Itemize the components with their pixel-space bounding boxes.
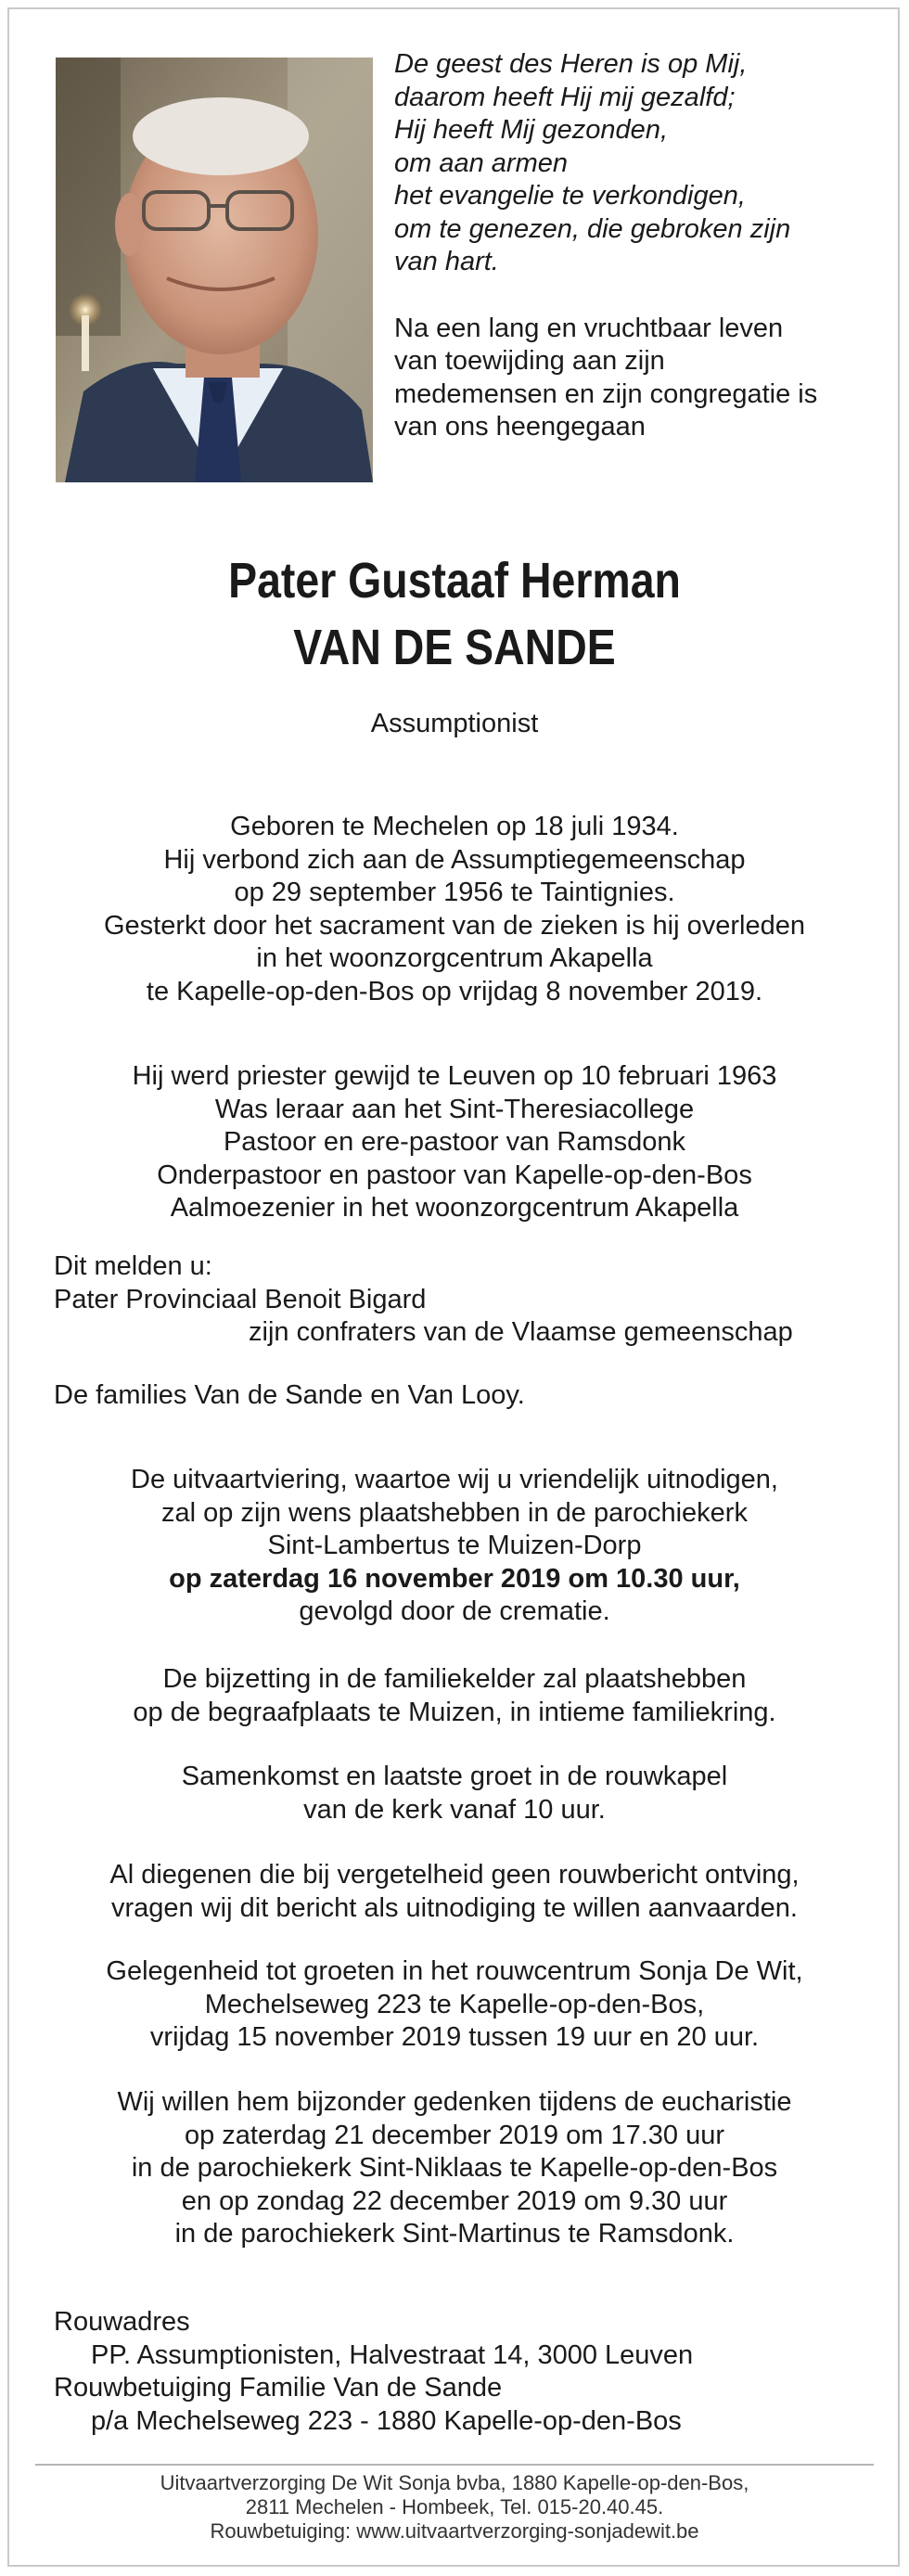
verse-line: De geest des Heren is op Mij, — [394, 49, 748, 79]
remembrance-line: Wij willen hem bijzonder gedenken tijdens de eucharistie — [117, 2087, 792, 2117]
intro-line: medemensen en zijn congregatie is — [394, 378, 818, 409]
invitation-note-block — [0, 1859, 909, 1925]
funeral-line: zal op zijn wens plaatshebben in de parochiekerk — [161, 1497, 748, 1528]
verse-line: om te genezen, die gebroken zijn — [394, 213, 791, 244]
remembrance-line: in de parochiekerk Sint-Martinus te Ramsdonk. — [174, 2219, 735, 2249]
condolence-address: p/a Mechelseweg 223 - 1880 Kapelle-op-den-Bos — [91, 2405, 682, 2436]
verse-quote — [394, 48, 877, 279]
remembrance-line: op zaterdag 21 december 2019 om 17.30 uur — [184, 2120, 724, 2150]
bio-line: Hij verbond zich aan de Assumptiegemeenschap — [163, 844, 746, 875]
remembrance-block — [0, 2086, 909, 2251]
religious-order: Assumptionist — [370, 709, 539, 738]
funeral-date: op zaterdag 16 november 2019 om 10.30 uur, — [169, 1563, 740, 1594]
career-line: Onderpastoor en pastoor van Kapelle-op-den-Bos — [157, 1160, 752, 1190]
passing-intro — [394, 313, 877, 444]
funeral-line: Sint-Lambertus te Muizen-Dorp — [267, 1531, 642, 1560]
condolence-label: Rouwbetuiging Familie Van de Sande — [54, 2373, 503, 2403]
biography-block — [0, 811, 909, 1008]
mourning-address-label: Rouwadres — [54, 2307, 190, 2337]
verse-line: het evangelie te verkondigen, — [394, 181, 746, 211]
career-line: Hij werd priester gewijd te Leuven op 10 februari 1963 — [132, 1061, 777, 1091]
intro-line: Na een lang en vruchtbaar leven — [394, 313, 784, 343]
funeral-after: gevolgd door de crematie. — [299, 1596, 610, 1626]
addresses-block — [54, 2306, 870, 2438]
intro-line: van toewijding aan zijn — [394, 346, 665, 376]
burial-block — [0, 1663, 909, 1729]
announcers-intro: Dit melden u: — [54, 1251, 212, 1281]
bio-line: Gesterkt door het sacrament van de zieken is hij overleden — [103, 910, 805, 941]
invitation-line: Al diegenen die bij vergetelheid geen rouwbericht ontving, — [109, 1860, 800, 1890]
intro-line: van ons heengegaan — [394, 412, 646, 442]
career-block — [0, 1060, 909, 1225]
footer-line: Uitvaartverzorging De Wit Sonja bvba, 1880 Kapelle-op-den-Bos, — [160, 2471, 749, 2494]
funeral-block — [0, 1464, 909, 1629]
remembrance-line: en op zondag 22 december 2019 om 9.30 uur — [181, 2185, 728, 2216]
footer-divider — [35, 2464, 874, 2466]
confreres-line: zijn confraters van de Vlaamse gemeenschap — [249, 1317, 793, 1347]
visitation-line: Mechelseweg 223 te Kapelle-op-den-Bos, — [204, 1989, 705, 2019]
career-line: Pastoor en ere-pastoor van Ramsdonk — [223, 1127, 686, 1157]
deceased-name-block — [0, 547, 909, 740]
deceased-surname: VAN DE SANDE — [293, 620, 616, 675]
visitation-block — [0, 1955, 909, 2055]
verse-line: Hij heeft Mij gezonden, — [394, 115, 668, 145]
gathering-block — [0, 1761, 909, 1826]
invitation-line: vragen wij dit bericht als uitnodiging te willen aanvaarden. — [111, 1892, 798, 1923]
provincial-name: Pater Provinciaal Benoit Bigard — [54, 1284, 427, 1314]
visitation-line: Gelegenheid tot groeten in het rouwcentrum Sonja De Wit, — [106, 1956, 803, 1986]
verse-line: daarom heeft Hij mij gezalfd; — [394, 82, 736, 112]
families-line — [54, 1379, 870, 1413]
verse-line: om aan armen — [394, 147, 568, 178]
career-line: Was leraar aan het Sint-Theresiacollege — [214, 1094, 695, 1124]
footer-line: 2811 Mechelen - Hombeek, Tel. 015-20.40.45. — [245, 2495, 664, 2518]
funeral-director-footer — [0, 2471, 909, 2544]
verse-line: van hart. — [394, 247, 499, 276]
bible-verse-block — [394, 48, 877, 444]
career-line: Aalmoezenier in het woonzorgcentrum Akapella — [170, 1193, 739, 1223]
mourning-address: PP. Assumptionisten, Halvestraat 14, 3000 Leuven — [91, 2339, 694, 2370]
deceased-name-line1: Pater Gustaaf Herman — [228, 553, 681, 609]
families-text: De families Van de Sande en Van Looy. — [54, 1380, 525, 1410]
gathering-line: van de kerk vanaf 10 uur. — [303, 1794, 606, 1825]
burial-line: De bijzetting in de familiekelder zal plaatshebben — [162, 1664, 747, 1694]
bio-line: te Kapelle-op-den-Bos op vrijdag 8 november 2019. — [146, 976, 763, 1006]
footer-website: Rouwbetuiging: www.uitvaartverzorging-sonjadewit.be — [210, 2519, 699, 2543]
announcers-block — [54, 1250, 870, 1350]
portrait-photo — [56, 58, 373, 482]
gathering-line: Samenkomst en laatste groet in de rouwkapel — [181, 1762, 728, 1791]
bio-line: Geboren te Mechelen op 18 juli 1934. — [230, 812, 679, 841]
funeral-line: De uitvaartviering, waartoe wij u vriendelijk uitnodigen, — [131, 1465, 778, 1494]
bio-line: in het woonzorgcentrum Akapella — [256, 943, 653, 973]
visitation-line: vrijdag 15 november 2019 tussen 19 uur en 20 uur. — [149, 2022, 760, 2052]
remembrance-line: in de parochiekerk Sint-Niklaas te Kapelle-op-den-Bos — [131, 2153, 778, 2183]
bio-line: op 29 september 1956 te Taintignies. — [234, 878, 675, 907]
burial-line: op de begraafplaats te Muizen, in intieme familiekring. — [133, 1697, 776, 1727]
